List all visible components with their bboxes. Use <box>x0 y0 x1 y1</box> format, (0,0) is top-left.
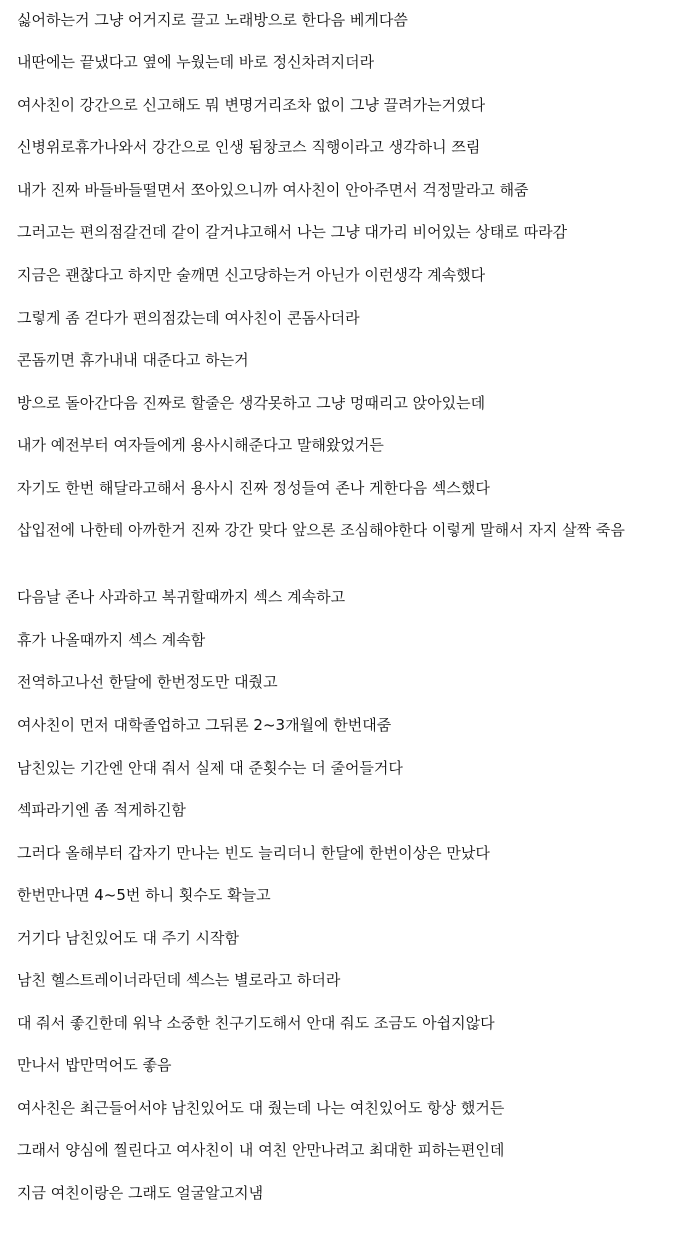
text-line: 신병위로휴가나와서 강간으로 인생 됨창코스 직행이라고 생각하니 쯔림 <box>17 138 481 156</box>
text-line: 싫어하는거 그냥 어거지로 끌고 노래방으로 한다음 베게다씀 <box>17 11 408 29</box>
text-line: 대 줘서 좋긴한데 워낙 소중한 친구기도해서 안대 줘도 조금도 아쉽지않다 <box>17 1014 495 1032</box>
text-line: 전역하고나선 한달에 한번정도만 대줬고 <box>17 673 278 691</box>
text-line: 다음날 존나 사과하고 복귀할때까지 섹스 계속하고 <box>17 588 346 606</box>
text-line: 그러고는 편의점갈건데 같이 갈거냐고해서 나는 그냥 대가리 비어있는 상태로 따라감 <box>17 223 568 241</box>
text-line: 만나서 밥만먹어도 좋음 <box>17 1056 172 1074</box>
text-line: 자기도 한번 해달라고해서 용사시 진짜 정성들여 존나 게한다음 섹스했다 <box>17 479 490 497</box>
text-line: 그렇게 좀 걷다가 편의점갔는데 여사친이 콘돔사더라 <box>17 309 360 327</box>
text-line: 거기다 남친있어도 대 주기 시작함 <box>17 929 239 947</box>
text-line: 남친있는 기간엔 안대 줘서 실제 대 준횟수는 더 줄어들거다 <box>17 759 403 777</box>
text-line: 내딴에는 끝냈다고 옆에 누웠는데 바로 정신차려지더라 <box>17 53 375 71</box>
text-line: 섹파라기엔 좀 적게하긴함 <box>17 801 186 819</box>
text-line: 여사친이 강간으로 신고해도 뭐 변명거리조차 없이 그냥 끌려가는거였다 <box>17 96 486 114</box>
text-line: 남친 헬스트레이너라던데 섹스는 별로라고 하더라 <box>17 971 341 989</box>
text-line: 내가 진짜 바들바들떨면서 쪼아있으니까 여사친이 안아주면서 걱정말라고 해줌 <box>17 181 529 199</box>
text-line: 휴가 나올때까지 섹스 계속함 <box>17 631 206 649</box>
text-line: 여사친은 최근들어서야 남친있어도 대 줬는데 나는 여친있어도 항상 했거든 <box>17 1099 505 1117</box>
text-line: 여사친이 먼저 대학졸업하고 그뒤론 2~3개월에 한번대줌 <box>17 716 392 734</box>
text-line: 지금 여친이랑은 그래도 얼굴알고지냄 <box>17 1184 264 1202</box>
text-line: 콘돔끼면 휴가내내 대준다고 하는거 <box>17 351 249 369</box>
text-line: 삽입전에 나한테 아까한거 진짜 강간 맞다 앞으론 조심해야한다 이렇게 말해서 자지 살짝 죽음 <box>17 521 625 539</box>
text-line: 한번만나면 4~5번 하니 횟수도 확늘고 <box>17 886 271 904</box>
text-line: 내가 예전부터 여자들에게 용사시해준다고 말해왔었거든 <box>17 436 384 454</box>
text-line: 지금은 괜찮다고 하지만 술깨면 신고당하는거 아닌가 이런생각 계속했다 <box>17 266 486 284</box>
text-line: 그래서 양심에 찔린다고 여사친이 내 여친 안만나려고 최대한 피하는편인데 <box>17 1141 505 1159</box>
text-line: 그러다 올해부터 갑자기 만나는 빈도 늘리더니 한달에 한번이상은 만났다 <box>17 844 490 862</box>
text-line: 방으로 돌아간다음 진짜로 할줄은 생각못하고 그냥 멍때리고 앉아있는데 <box>17 394 486 412</box>
